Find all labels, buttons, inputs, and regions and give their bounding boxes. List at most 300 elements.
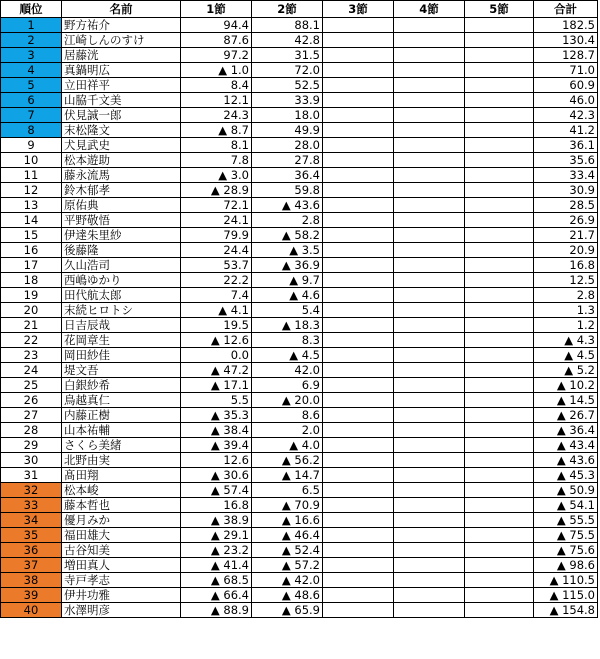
player-name: 立田祥平 [62,78,181,93]
round-3-score [323,558,394,573]
round-3-score [323,348,394,363]
round-4-score [394,228,465,243]
total-score: 1.3 [534,303,598,318]
player-name: 伊井功雅 [62,588,181,603]
round-4-score [394,138,465,153]
total-score: 42.3 [534,108,598,123]
round-1-score: 24.1 [181,213,252,228]
total-score: ▲ 4.5 [534,348,598,363]
round-5-score [465,603,534,618]
round-1-score: ▲ 38.9 [181,513,252,528]
table-row [1,528,598,543]
round-4-score [394,423,465,438]
round-2-score: 6.5 [252,483,323,498]
round-5-score [465,63,534,78]
round-5-score [465,573,534,588]
table-row [1,228,598,243]
table-row [1,588,598,603]
table-body [1,18,598,618]
rank-cell: 40 [1,603,62,618]
rank-cell: 13 [1,198,62,213]
round-1-score: 97.2 [181,48,252,63]
table-row [1,558,598,573]
round-4-score [394,498,465,513]
table-row [1,498,598,513]
table-row [1,198,598,213]
total-score: 28.5 [534,198,598,213]
player-name: さくら美緒 [62,438,181,453]
round-5-score [465,258,534,273]
round-5-score [465,153,534,168]
round-5-score [465,78,534,93]
table-row [1,318,598,333]
round-5-score [465,33,534,48]
player-name: 松本峻 [62,483,181,498]
round-4-score [394,378,465,393]
round-2-score: 49.9 [252,123,323,138]
round-1-score: 12.6 [181,453,252,468]
round-2-score: ▲ 56.2 [252,453,323,468]
round-4-score [394,33,465,48]
round-5-score [465,123,534,138]
rank-cell: 2 [1,33,62,48]
round-1-score: 24.4 [181,243,252,258]
round-2-score: 88.1 [252,18,323,33]
round-5-score [465,183,534,198]
round-3-score [323,378,394,393]
table-row [1,378,598,393]
rank-cell: 17 [1,258,62,273]
rank-cell: 35 [1,528,62,543]
round-4-score [394,153,465,168]
total-score: 30.9 [534,183,598,198]
total-score: 1.2 [534,318,598,333]
round-2-score: 42.0 [252,363,323,378]
player-name: 平野敬悟 [62,213,181,228]
table-row [1,363,598,378]
total-score: 71.0 [534,63,598,78]
total-score: ▲ 43.4 [534,438,598,453]
table-row [1,33,598,48]
round-3-score [323,588,394,603]
round-1-score: ▲ 57.4 [181,483,252,498]
round-5-score [465,513,534,528]
header-round-5: 5節 [465,1,534,18]
table-row [1,393,598,408]
table-row [1,438,598,453]
round-1-score: 24.3 [181,108,252,123]
round-1-score: 7.8 [181,153,252,168]
round-2-score: 18.0 [252,108,323,123]
total-score: ▲ 75.5 [534,528,598,543]
player-name: 居藤洸 [62,48,181,63]
round-1-score: 8.1 [181,138,252,153]
player-name: 鳥越真仁 [62,393,181,408]
total-score: ▲ 45.3 [534,468,598,483]
table-row [1,48,598,63]
round-5-score [465,588,534,603]
round-5-score [465,138,534,153]
round-4-score [394,468,465,483]
round-2-score: ▲ 4.5 [252,348,323,363]
rank-cell: 33 [1,498,62,513]
round-4-score [394,363,465,378]
table-row [1,453,598,468]
round-5-score [465,168,534,183]
player-name: 藤永流馬 [62,168,181,183]
header-round-4: 4節 [394,1,465,18]
header-round-3: 3節 [323,1,394,18]
round-1-score: 8.4 [181,78,252,93]
table-row [1,168,598,183]
table-row [1,18,598,33]
rank-cell: 34 [1,513,62,528]
round-4-score [394,348,465,363]
player-name: 寺戸孝志 [62,573,181,588]
round-4-score [394,168,465,183]
round-4-score [394,213,465,228]
round-4-score [394,183,465,198]
table-row [1,408,598,423]
round-4-score [394,93,465,108]
table-row [1,213,598,228]
round-1-score: 72.1 [181,198,252,213]
player-name: 伊達朱里紗 [62,228,181,243]
header-total: 合計 [534,1,598,18]
rank-cell: 32 [1,483,62,498]
round-4-score [394,303,465,318]
table-row [1,273,598,288]
round-3-score [323,528,394,543]
round-4-score [394,603,465,618]
round-2-score: ▲ 42.0 [252,573,323,588]
total-score: 26.9 [534,213,598,228]
total-score: 21.7 [534,228,598,243]
round-1-score: 94.4 [181,18,252,33]
total-score: ▲ 154.8 [534,603,598,618]
rank-cell: 18 [1,273,62,288]
round-2-score: 42.8 [252,33,323,48]
player-name: 松本遊助 [62,153,181,168]
round-1-score: 12.1 [181,93,252,108]
round-2-score: 27.8 [252,153,323,168]
rank-cell: 29 [1,438,62,453]
total-score: ▲ 54.1 [534,498,598,513]
round-1-score: ▲ 66.4 [181,588,252,603]
round-1-score: 87.6 [181,33,252,48]
header-row [1,1,598,18]
round-5-score [465,363,534,378]
round-1-score: ▲ 28.9 [181,183,252,198]
player-name: 髙田翔 [62,468,181,483]
round-3-score [323,438,394,453]
table-row [1,258,598,273]
table-row [1,573,598,588]
total-score: ▲ 5.2 [534,363,598,378]
table-row [1,333,598,348]
round-1-score: 16.8 [181,498,252,513]
rank-cell: 26 [1,393,62,408]
round-3-score [323,198,394,213]
rank-cell: 11 [1,168,62,183]
player-name: 後藤隆 [62,243,181,258]
round-3-score [323,168,394,183]
round-3-score [323,333,394,348]
rank-cell: 9 [1,138,62,153]
round-3-score [323,123,394,138]
player-name: 日吉辰哉 [62,318,181,333]
round-4-score [394,573,465,588]
round-3-score [323,453,394,468]
round-5-score [465,288,534,303]
round-2-score: ▲ 43.6 [252,198,323,213]
round-4-score [394,318,465,333]
round-4-score [394,333,465,348]
rank-cell: 28 [1,423,62,438]
round-2-score: ▲ 4.0 [252,438,323,453]
round-5-score [465,348,534,363]
player-name: 山脇千文美 [62,93,181,108]
total-score: 16.8 [534,258,598,273]
round-3-score [323,303,394,318]
rank-cell: 25 [1,378,62,393]
player-name: 江崎しんのすけ [62,33,181,48]
round-5-score [465,333,534,348]
round-2-score: ▲ 16.6 [252,513,323,528]
round-3-score [323,573,394,588]
total-score: 35.6 [534,153,598,168]
rank-cell: 10 [1,153,62,168]
round-3-score [323,33,394,48]
round-3-score [323,423,394,438]
player-name: 増田真人 [62,558,181,573]
round-3-score [323,468,394,483]
player-name: 堤文吾 [62,363,181,378]
rank-cell: 7 [1,108,62,123]
rank-cell: 24 [1,363,62,378]
round-4-score [394,483,465,498]
table-row [1,153,598,168]
round-2-score: ▲ 65.9 [252,603,323,618]
player-name: 岡田紗佳 [62,348,181,363]
round-2-score: ▲ 20.0 [252,393,323,408]
round-1-score: ▲ 38.4 [181,423,252,438]
total-score: ▲ 36.4 [534,423,598,438]
rank-cell: 30 [1,453,62,468]
round-3-score [323,408,394,423]
round-4-score [394,243,465,258]
round-2-score: ▲ 18.3 [252,318,323,333]
round-2-score: 52.5 [252,78,323,93]
round-5-score [465,408,534,423]
round-1-score: ▲ 39.4 [181,438,252,453]
total-score: ▲ 26.7 [534,408,598,423]
total-score: 130.4 [534,33,598,48]
player-name: 原佑典 [62,198,181,213]
round-3-score [323,543,394,558]
round-2-score: 31.5 [252,48,323,63]
player-name: 山本祐輔 [62,423,181,438]
round-1-score: ▲ 35.3 [181,408,252,423]
total-score: ▲ 55.5 [534,513,598,528]
table-row [1,543,598,558]
total-score: 12.5 [534,273,598,288]
player-name: 西嶋ゆかり [62,273,181,288]
total-score: 36.1 [534,138,598,153]
round-2-score: ▲ 70.9 [252,498,323,513]
round-5-score [465,483,534,498]
table-row [1,78,598,93]
round-1-score: ▲ 30.6 [181,468,252,483]
round-5-score [465,543,534,558]
round-3-score [323,603,394,618]
rank-cell: 16 [1,243,62,258]
player-name: 田代航太郎 [62,288,181,303]
round-3-score [323,138,394,153]
total-score: 182.5 [534,18,598,33]
round-5-score [465,318,534,333]
round-3-score [323,153,394,168]
round-2-score: ▲ 48.6 [252,588,323,603]
total-score: 46.0 [534,93,598,108]
total-score: ▲ 50.9 [534,483,598,498]
rank-cell: 15 [1,228,62,243]
round-3-score [323,18,394,33]
total-score: 20.9 [534,243,598,258]
round-5-score [465,108,534,123]
round-3-score [323,288,394,303]
round-4-score [394,48,465,63]
round-1-score: ▲ 29.1 [181,528,252,543]
total-score: ▲ 14.5 [534,393,598,408]
round-3-score [323,108,394,123]
rank-cell: 27 [1,408,62,423]
round-5-score [465,528,534,543]
round-2-score: 72.0 [252,63,323,78]
header-round-1: 1節 [181,1,252,18]
round-3-score [323,273,394,288]
round-1-score: 22.2 [181,273,252,288]
round-3-score [323,93,394,108]
round-2-score: 5.4 [252,303,323,318]
round-5-score [465,198,534,213]
player-name: 花岡章生 [62,333,181,348]
round-2-score: 59.8 [252,183,323,198]
total-score: ▲ 115.0 [534,588,598,603]
total-score: 33.4 [534,168,598,183]
rank-cell: 38 [1,573,62,588]
total-score: 41.2 [534,123,598,138]
round-3-score [323,318,394,333]
round-1-score: 53.7 [181,258,252,273]
round-1-score: ▲ 88.9 [181,603,252,618]
player-name: 久山浩司 [62,258,181,273]
round-1-score: 0.0 [181,348,252,363]
round-3-score [323,498,394,513]
round-2-score: ▲ 58.2 [252,228,323,243]
round-1-score: ▲ 47.2 [181,363,252,378]
round-4-score [394,273,465,288]
table-row [1,93,598,108]
player-name: 北野由実 [62,453,181,468]
round-1-score: 5.5 [181,393,252,408]
player-name: 優月みか [62,513,181,528]
round-3-score [323,48,394,63]
round-2-score: ▲ 4.6 [252,288,323,303]
table-row [1,423,598,438]
round-4-score [394,63,465,78]
round-5-score [465,213,534,228]
round-1-score: ▲ 12.6 [181,333,252,348]
rank-cell: 23 [1,348,62,363]
round-5-score [465,273,534,288]
player-name: 内藤正樹 [62,408,181,423]
total-score: ▲ 43.6 [534,453,598,468]
table-row [1,483,598,498]
round-5-score [465,438,534,453]
rank-cell: 21 [1,318,62,333]
round-2-score: ▲ 57.2 [252,558,323,573]
player-name: 福田雄大 [62,528,181,543]
total-score: 128.7 [534,48,598,63]
round-1-score: ▲ 4.1 [181,303,252,318]
round-3-score [323,243,394,258]
round-2-score: 36.4 [252,168,323,183]
round-2-score: 2.8 [252,213,323,228]
round-2-score: 28.0 [252,138,323,153]
header-name: 名前 [62,1,181,18]
round-1-score: ▲ 1.0 [181,63,252,78]
table-row [1,108,598,123]
player-name: 水澤明彦 [62,603,181,618]
round-1-score: ▲ 8.7 [181,123,252,138]
round-2-score: 2.0 [252,423,323,438]
round-4-score [394,258,465,273]
round-4-score [394,543,465,558]
player-name: 白銀紗希 [62,378,181,393]
round-2-score: ▲ 3.5 [252,243,323,258]
round-5-score [465,498,534,513]
round-3-score [323,78,394,93]
rank-cell: 20 [1,303,62,318]
player-name: 古谷知美 [62,543,181,558]
round-4-score [394,513,465,528]
round-1-score: 79.9 [181,228,252,243]
table-row [1,348,598,363]
round-5-score [465,243,534,258]
total-score: ▲ 10.2 [534,378,598,393]
table-row [1,468,598,483]
player-name: 犬見武史 [62,138,181,153]
rank-cell: 37 [1,558,62,573]
table-row [1,303,598,318]
round-1-score: ▲ 68.5 [181,573,252,588]
round-1-score: 7.4 [181,288,252,303]
header-rank: 順位 [1,1,62,18]
rank-cell: 12 [1,183,62,198]
round-4-score [394,18,465,33]
round-2-score: 8.6 [252,408,323,423]
round-5-score [465,93,534,108]
round-5-score [465,18,534,33]
round-2-score: 8.3 [252,333,323,348]
rank-cell: 8 [1,123,62,138]
round-5-score [465,303,534,318]
round-3-score [323,63,394,78]
player-name: 末松隆文 [62,123,181,138]
round-3-score [323,393,394,408]
rank-cell: 22 [1,333,62,348]
